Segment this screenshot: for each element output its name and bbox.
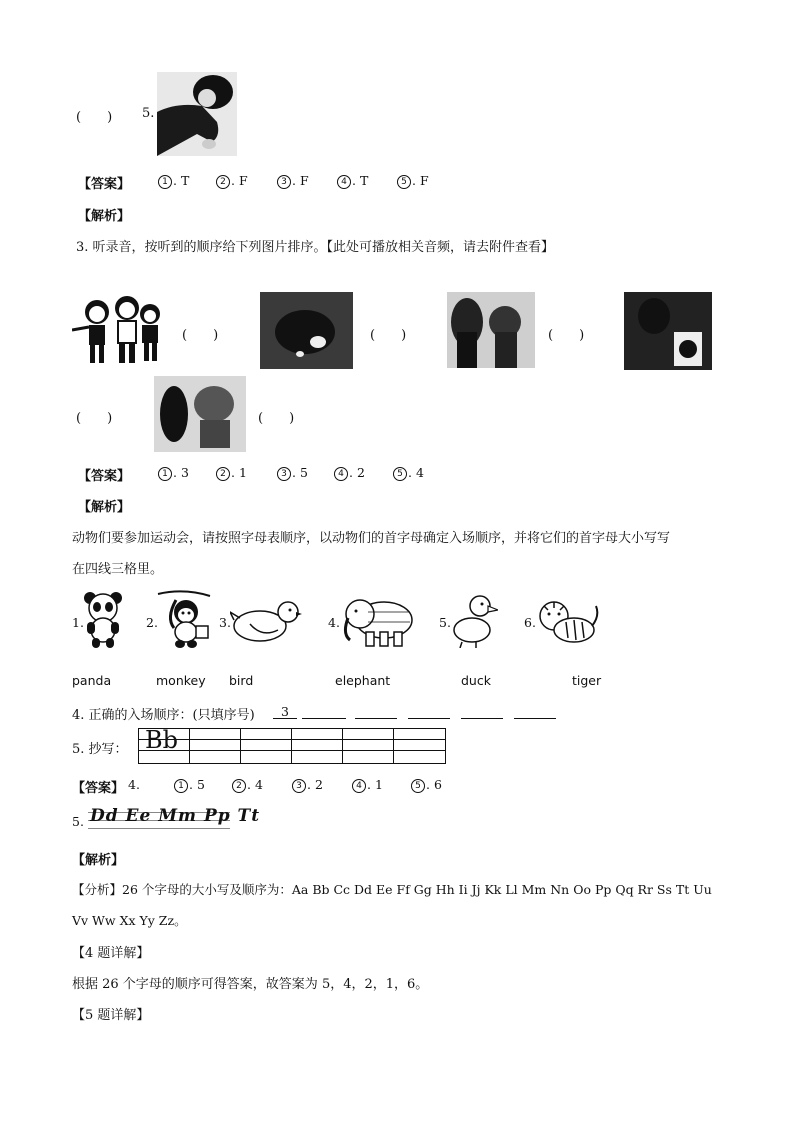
- order-question: 4. 正确的入场顺序：(只填序号): [72, 708, 255, 723]
- answer-item-3: 3 . F: [277, 173, 309, 189]
- animals-photo: [154, 376, 246, 452]
- animal-name: tiger: [572, 673, 602, 688]
- cursive-answer: Dd Ee Mm Pp Tt: [88, 806, 230, 830]
- answer-item-5: 5 . F: [397, 173, 429, 189]
- analysis-text-1: 【分析】26 个字母的大小写及顺序为：Aa Bb Cc Dd Ee Ff Gg Hh Ii Jj Kk Ll Mm Nn Oo Pp Qq Rr Ss Tt Uu: [72, 882, 712, 897]
- answer-item-1: 1 . 5: [174, 777, 205, 793]
- animal-number: 1.: [72, 615, 84, 630]
- instruction-line-1: 动物们要参加运动会，请按照字母表顺序，以动物们的首字母确定入场顺序，并将它们的首字母大小写写: [72, 531, 671, 546]
- order-blank-4[interactable]: [408, 704, 450, 719]
- example-letters: Bb: [145, 726, 178, 754]
- order-blank-3[interactable]: [355, 704, 397, 719]
- answer-item-2: 2 . F: [216, 173, 248, 189]
- answer-label: 【答案】: [72, 781, 125, 796]
- answer-item-4: 4 . 2: [334, 465, 365, 481]
- answer-item-5: 5 . 6: [411, 777, 442, 793]
- answer-item-3: 3 . 5: [277, 465, 308, 481]
- q4-detail-text: 根据 26 个字母的顺序可得答案，故答案为 5，4，2，1，6。: [72, 977, 429, 992]
- animal-name: elephant: [335, 673, 391, 688]
- order-blank-1[interactable]: 3: [273, 704, 297, 719]
- instruction-line-2: 在四线三格里。: [72, 562, 164, 577]
- q5-detail-label: 【5 题详解】: [72, 1008, 150, 1023]
- item-number: 5.: [142, 106, 155, 121]
- answer-paren: ( ): [76, 411, 113, 426]
- four-line-grid[interactable]: [138, 728, 446, 764]
- answer-item-2: 2 . 4: [232, 777, 263, 793]
- analysis-label: 【解析】: [72, 853, 125, 868]
- animal-name: duck: [461, 673, 491, 688]
- question-prompt: 3. 听录音，按听到的顺序给下列图片排序。【此处可播放相关音频，请去附件查看】: [76, 240, 555, 255]
- order-blank-5[interactable]: [461, 704, 503, 719]
- person-bending-photo: [157, 72, 237, 156]
- answer-paren: ( ): [258, 411, 295, 426]
- answer-item-4: 4 . 1: [352, 777, 383, 793]
- animal-number: 2.: [146, 615, 158, 630]
- q4-detail-label: 【4 题详解】: [72, 946, 150, 961]
- answer-item-2: 2 . 1: [216, 465, 247, 481]
- answer-q5-num: 5.: [72, 814, 84, 829]
- panda-icon: [82, 590, 124, 650]
- animal-number: 5.: [439, 615, 451, 630]
- bird-icon: [230, 598, 302, 648]
- animal-number: 3.: [219, 615, 231, 630]
- dog-photo: [260, 292, 353, 369]
- boy-with-card-photo: [624, 292, 712, 370]
- answer-label: 【答案】: [78, 469, 131, 484]
- answer-item-3: 3 . 2: [292, 777, 323, 793]
- monkey-icon: [156, 588, 212, 650]
- analysis-label: 【解析】: [78, 500, 131, 515]
- animal-name: bird: [229, 673, 254, 688]
- tiger-icon: [536, 596, 600, 648]
- analysis-text-2: Vv Ww Xx Yy Zz。: [72, 913, 187, 928]
- answer-item-1: 1 . 3: [158, 465, 189, 481]
- animal-name: panda: [72, 673, 112, 688]
- animal-name: monkey: [156, 673, 206, 688]
- animal-number: 6.: [524, 615, 536, 630]
- answer-item-5: 5 . 4: [393, 465, 424, 481]
- copy-question: 5. 抄写：: [72, 742, 128, 757]
- answer-item-1: 1 . T: [158, 173, 189, 189]
- answer-paren: ( ): [182, 328, 219, 343]
- duck-icon: [450, 592, 498, 648]
- answer-paren: ( ): [370, 328, 407, 343]
- answer-item-4: 4 . T: [337, 173, 368, 189]
- answer-paren: ( ): [548, 328, 585, 343]
- order-blank-2[interactable]: [302, 704, 346, 719]
- children-walking-picture: [72, 292, 168, 368]
- answer-q4-num: 4.: [128, 777, 140, 792]
- analysis-label: 【解析】: [78, 209, 131, 224]
- order-blank-6[interactable]: [514, 704, 556, 719]
- animal-number: 4.: [328, 615, 340, 630]
- elephant-icon: [340, 594, 416, 650]
- answer-label: 【答案】: [78, 177, 131, 192]
- family-photo: [447, 292, 535, 368]
- answer-paren: ( ): [76, 110, 113, 125]
